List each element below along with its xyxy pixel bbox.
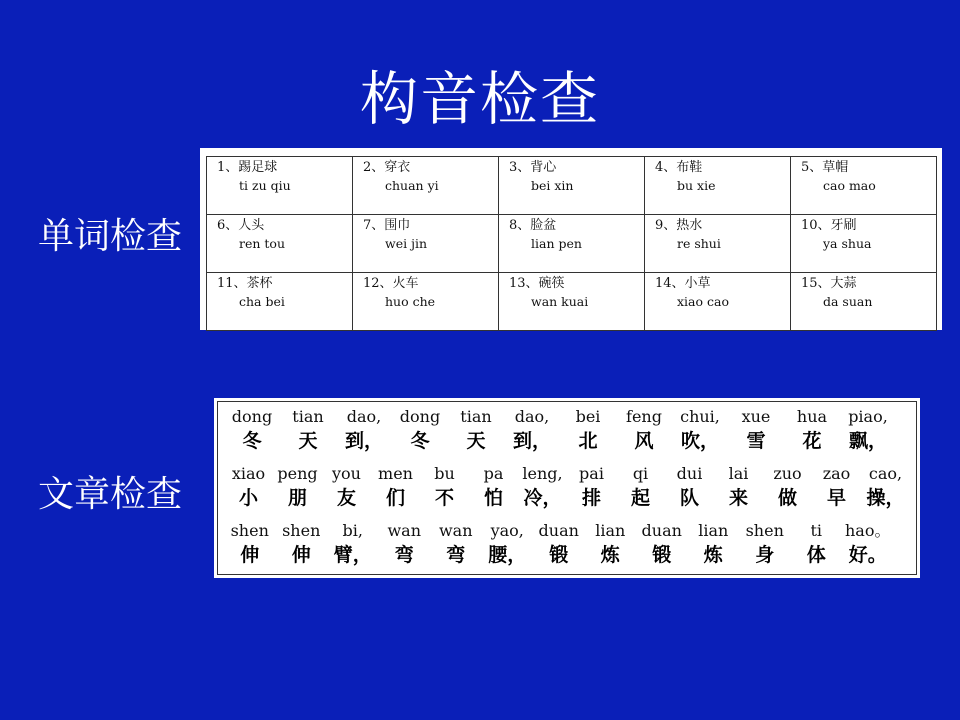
word-grid (206, 156, 937, 331)
word-check-label: 单词检查 (38, 216, 183, 257)
word-pinyin: xiao cao (677, 294, 729, 309)
pinyin-syllable: lian (698, 521, 729, 540)
pinyin-syllable: dong (399, 407, 441, 426)
word-hanzi: 10、牙刷 (801, 218, 857, 233)
word-hanzi: 11、茶杯 (217, 276, 273, 291)
pinyin-syllable: you (332, 464, 361, 483)
hanzi-char: 做 (777, 487, 797, 509)
pinyin-syllable: tian (460, 407, 492, 426)
word-cell (353, 157, 499, 215)
pinyin-syllable: dong (231, 407, 273, 426)
hanzi-row (224, 542, 910, 568)
hanzi-char: 小 (238, 487, 258, 509)
pinyin-syllable: bi, (342, 521, 363, 540)
hanzi-char: 腰， (488, 544, 527, 566)
pinyin-syllable: xue (741, 407, 771, 426)
word-hanzi: 3、背心 (509, 160, 557, 175)
pinyin-syllable: shen (282, 521, 321, 540)
pinyin-syllable: piao, (848, 407, 888, 426)
pinyin-syllable: peng (277, 464, 318, 483)
hanzi-char: 炼 (600, 544, 620, 566)
pinyin-syllable: lian (595, 521, 626, 540)
word-pinyin: cha bei (239, 294, 285, 309)
hanzi-char: 花 (802, 430, 822, 452)
hanzi-char: 风 (634, 430, 654, 452)
word-pinyin: ya shua (823, 236, 872, 251)
hanzi-char: 天 (466, 430, 486, 452)
word-hanzi: 14、小草 (655, 276, 711, 291)
word-cell (791, 215, 937, 273)
word-hanzi: 4、布鞋 (655, 160, 703, 175)
pinyin-row (224, 520, 910, 542)
pinyin-syllable: duan (538, 521, 579, 540)
word-cell (207, 215, 353, 273)
hanzi-char: 冬 (242, 430, 262, 452)
pinyin-syllable: wan (438, 521, 473, 540)
hanzi-char: 锻 (652, 544, 672, 566)
pinyin-syllable: xiao (231, 464, 266, 483)
word-pinyin: da suan (823, 294, 873, 309)
pinyin-syllable: ti (810, 521, 823, 540)
word-pinyin: cao mao (823, 178, 876, 193)
word-pinyin: lian pen (531, 236, 582, 251)
pinyin-syllable: men (378, 464, 413, 483)
pinyin-syllable: shen (230, 521, 269, 540)
word-pinyin: ren tou (239, 236, 285, 251)
word-cell (353, 273, 499, 331)
pinyin-syllable: dui (676, 464, 703, 483)
pinyin-row (224, 463, 910, 485)
pinyin-syllable: tian (292, 407, 324, 426)
hanzi-char: 们 (385, 487, 405, 509)
pinyin-syllable: shen (745, 521, 784, 540)
hanzi-char: 雪 (746, 430, 766, 452)
word-cell (353, 215, 499, 273)
hanzi-char: 到， (512, 430, 551, 452)
hanzi-row (224, 485, 910, 511)
word-pinyin: re shui (677, 236, 721, 251)
word-cell (645, 157, 791, 215)
word-pinyin: bei xin (531, 178, 574, 193)
word-pinyin: bu xie (677, 178, 716, 193)
word-hanzi: 12、火车 (363, 276, 419, 291)
hanzi-char: 友 (336, 487, 356, 509)
hanzi-char: 早 (826, 487, 846, 509)
hanzi-char: 体 (806, 544, 826, 566)
pinyin-syllable: bu (434, 464, 455, 483)
hanzi-char: 冬 (410, 430, 430, 452)
word-hanzi: 6、人头 (217, 218, 265, 233)
pinyin-syllable: wan (387, 521, 422, 540)
passage-line (224, 520, 910, 577)
pinyin-syllable: dao, (346, 407, 382, 426)
hanzi-char: 操， (866, 487, 905, 509)
word-hanzi: 5、草帽 (801, 160, 849, 175)
pinyin-syllable: pai (579, 464, 604, 483)
hanzi-char: 吹， (680, 430, 719, 452)
pinyin-syllable: lai (728, 464, 749, 483)
word-pinyin: huo che (385, 294, 436, 309)
text-check-box (214, 398, 920, 578)
word-hanzi: 15、大蒜 (801, 276, 857, 291)
hanzi-char: 冷， (523, 487, 562, 509)
word-check-table (200, 148, 942, 330)
pinyin-syllable: dao, (514, 407, 550, 426)
hanzi-char: 锻 (549, 544, 569, 566)
word-hanzi: 1、踢足球 (217, 160, 278, 175)
word-pinyin: wei jin (385, 236, 427, 251)
word-hanzi: 9、热水 (655, 218, 703, 233)
word-cell (499, 215, 645, 273)
pinyin-syllable: zao (822, 464, 851, 483)
pinyin-syllable: hua (796, 407, 828, 426)
hanzi-char: 怕 (483, 487, 503, 509)
passage-line (224, 463, 910, 520)
hanzi-row (224, 428, 910, 454)
pinyin-syllable: bei (575, 407, 601, 426)
hanzi-char: 不 (434, 487, 454, 509)
hanzi-char: 身 (755, 544, 775, 566)
hanzi-char: 排 (581, 487, 601, 509)
hanzi-char: 弯 (446, 544, 466, 566)
word-cell (791, 273, 937, 331)
pinyin-syllable: hao。 (845, 521, 891, 540)
pinyin-syllable: cao, (868, 464, 903, 483)
pinyin-syllable: qi (632, 464, 649, 483)
hanzi-char: 到， (344, 430, 383, 452)
passage-line (224, 406, 910, 463)
word-cell (207, 273, 353, 331)
word-hanzi: 8、脸盆 (509, 218, 557, 233)
hanzi-char: 伸 (240, 544, 260, 566)
hanzi-char: 飘， (848, 430, 887, 452)
word-pinyin: wan kuai (531, 294, 589, 309)
pinyin-syllable: leng, (522, 464, 563, 483)
word-hanzi: 13、碗筷 (509, 276, 565, 291)
hanzi-char: 起 (630, 487, 650, 509)
text-check-label: 文章检查 (38, 474, 183, 515)
hanzi-char: 朋 (287, 487, 307, 509)
passage (217, 401, 917, 575)
hanzi-char: 队 (679, 487, 699, 509)
word-cell (207, 157, 353, 215)
hanzi-char: 臂， (333, 544, 372, 566)
word-hanzi: 2、穿衣 (363, 160, 411, 175)
pinyin-row (224, 406, 910, 428)
word-cell (645, 215, 791, 273)
hanzi-char: 好。 (848, 544, 887, 566)
slide-title: 构音检查 (359, 65, 600, 133)
word-cell (791, 157, 937, 215)
hanzi-char: 天 (298, 430, 318, 452)
word-cell (499, 273, 645, 331)
pinyin-syllable: duan (641, 521, 682, 540)
word-cell (499, 157, 645, 215)
pinyin-syllable: chui, (680, 407, 720, 426)
hanzi-char: 炼 (703, 544, 723, 566)
pinyin-syllable: yao, (490, 521, 524, 540)
hanzi-char: 弯 (394, 544, 414, 566)
word-cell (645, 273, 791, 331)
hanzi-char: 伸 (291, 544, 311, 566)
word-pinyin: chuan yi (385, 178, 439, 193)
pinyin-syllable: feng (626, 407, 662, 426)
word-pinyin: ti zu qiu (239, 178, 291, 193)
hanzi-char: 来 (728, 487, 748, 509)
pinyin-syllable: pa (483, 464, 504, 483)
word-hanzi: 7、围巾 (363, 218, 411, 233)
pinyin-syllable: zuo (773, 464, 802, 483)
hanzi-char: 北 (578, 430, 598, 452)
